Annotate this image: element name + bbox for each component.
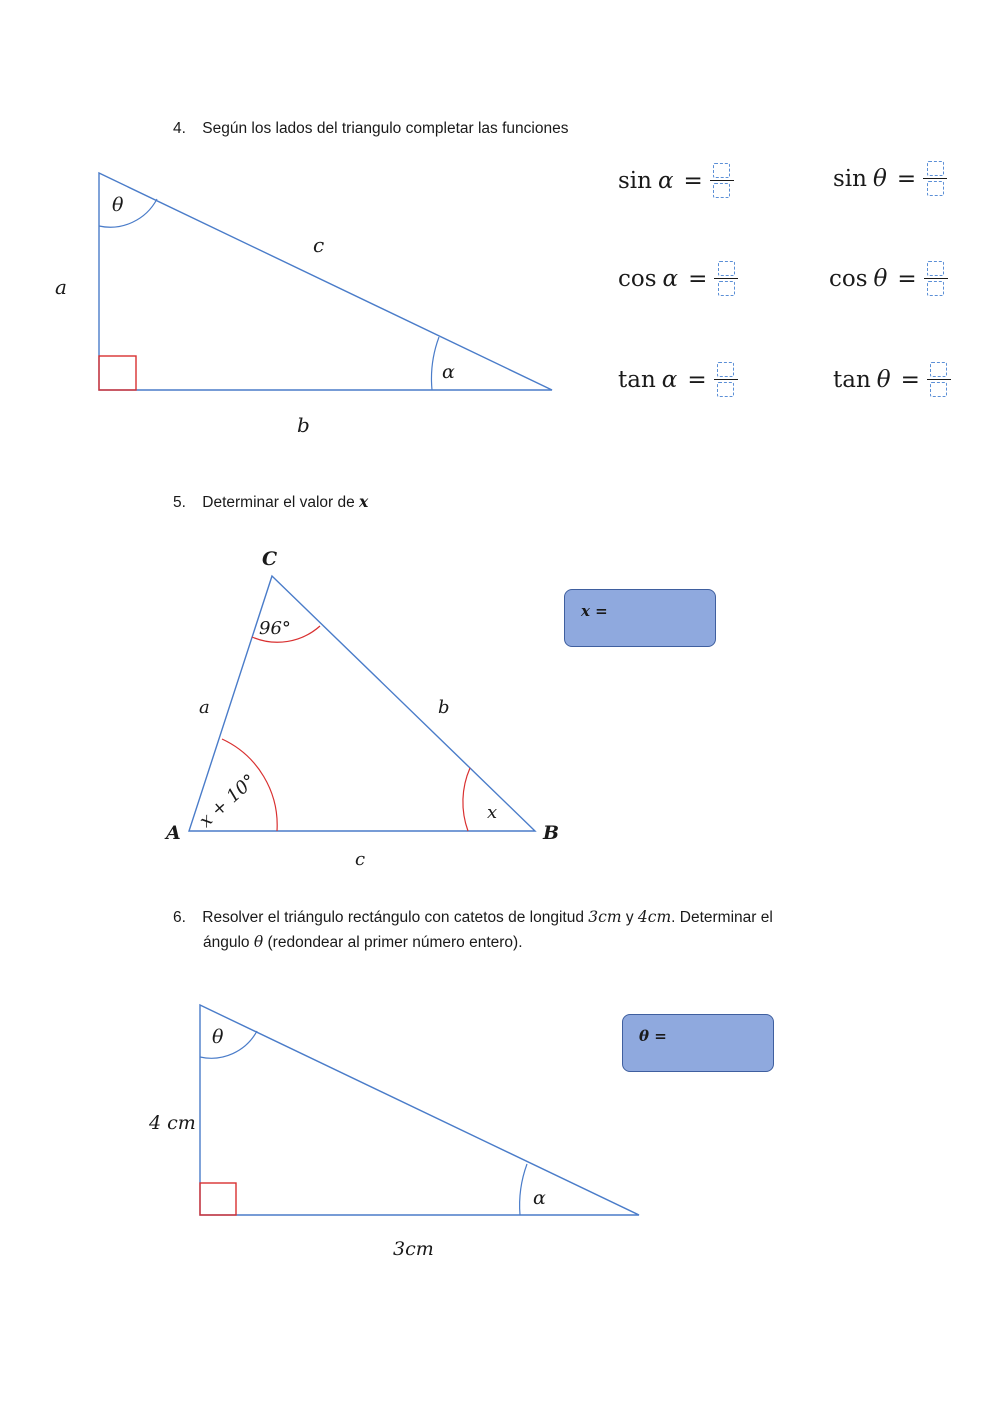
q6-line2-var: θ [253, 933, 264, 951]
fn-name: cos [618, 265, 657, 292]
equals-sign: = [688, 265, 708, 292]
fn-name: tan [618, 366, 656, 393]
equals-sign: = [687, 366, 707, 393]
q6-right-angle-marker [200, 1183, 236, 1215]
q6-answer-label: θ = [639, 1027, 667, 1045]
equals-sign: = [900, 366, 920, 393]
q6-line1-suffix: . Determinar el [671, 909, 773, 926]
q5-side-c: c [355, 849, 366, 870]
q5-side-b: b [438, 697, 450, 718]
q6-label-side-vertical: 4 cm [149, 1112, 196, 1134]
fn-var: α [661, 366, 678, 393]
equals-sign: = [683, 167, 703, 194]
q4-label-b: b [297, 413, 310, 437]
fn-var: α [662, 265, 679, 292]
q6-triangle [200, 1005, 639, 1215]
q4-number: 4. [173, 120, 186, 137]
fn-var: θ [872, 165, 887, 192]
q5-text-var: x [359, 492, 369, 511]
q5-number: 5. [173, 494, 186, 511]
fn-name: tan [833, 366, 871, 393]
q4-label-c: c [313, 233, 325, 257]
q4-label-theta: θ [112, 194, 124, 216]
fn-var: α [657, 167, 674, 194]
q5-side-a: a [199, 697, 210, 718]
fn-var: θ [876, 366, 891, 393]
q5-angle-a-label: x + 10° [195, 770, 261, 832]
q6-line1-mid: y [621, 909, 638, 926]
q6-line1-v1: 3cm [588, 908, 622, 926]
fn-name: cos [829, 265, 868, 292]
fn-var: θ [873, 265, 888, 292]
q5-answer-label: x = [581, 602, 608, 620]
equals-sign: = [897, 265, 917, 292]
q5-vertex-b: B [543, 822, 560, 844]
q6-alpha-arc [520, 1164, 527, 1215]
q5-vertex-c: C [262, 548, 278, 570]
q6-line2-prefix: ángulo [203, 934, 254, 951]
q6-line2-suffix: (redondear al primer número entero). [263, 934, 523, 951]
q6-number: 6. [173, 909, 186, 926]
q5-vertex-a: A [166, 822, 181, 844]
q4-label-alpha: α [442, 361, 455, 383]
equals-sign: = [896, 165, 917, 192]
q6-theta-arc [200, 1031, 257, 1058]
q5-text-prefix: Determinar el valor de [202, 494, 360, 511]
q6-label-alpha: α [533, 1187, 546, 1209]
q4-label-a: a [55, 275, 67, 299]
q6-label-theta: θ [212, 1026, 224, 1048]
q5-angle-c-label: 96° [259, 618, 291, 639]
fn-name: sin [833, 165, 867, 192]
q6-label-side-horizontal: 3cm [393, 1238, 434, 1260]
fn-name: sin [618, 167, 652, 194]
q6-line1-v2: 4cm [637, 908, 672, 926]
q4-text: Según los lados del triangulo completar las funciones [202, 120, 569, 137]
q6-answer-box[interactable] [622, 1014, 774, 1072]
q5-angle-b-label: x [487, 802, 498, 823]
q6-line1-prefix: Resolver el triángulo rectángulo con catetos de longitud [202, 909, 589, 926]
